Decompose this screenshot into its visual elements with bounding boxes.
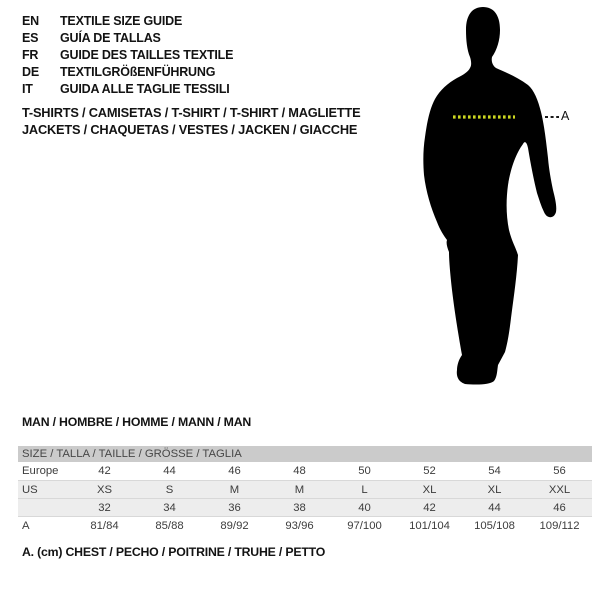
size-cell: 46 — [228, 465, 241, 477]
category-jackets: JACKETS / CHAQUETAS / VESTES / JACKEN / GIACCHE — [22, 122, 358, 137]
size-cell: M — [229, 484, 240, 496]
language-label: TEXTILGRÖßENFÜHRUNG — [60, 65, 216, 79]
language-row — [22, 30, 233, 47]
language-code: ES — [22, 31, 39, 45]
size-cell: 97/100 — [347, 520, 382, 532]
table-row-europe — [18, 462, 592, 480]
size-cell: 32 — [98, 502, 111, 514]
size-cell: 34 — [163, 502, 176, 514]
size-cell: 42 — [423, 502, 436, 514]
language-label: GUÍA DE TALLAS — [60, 31, 161, 45]
size-cell: XS — [96, 484, 113, 496]
size-table — [18, 446, 592, 534]
language-label: TEXTILE SIZE GUIDE — [60, 14, 183, 28]
language-code: DE — [22, 65, 39, 79]
category-list — [22, 104, 360, 138]
size-cell: L — [361, 484, 368, 496]
size-cell: 40 — [358, 502, 371, 514]
row-label: A — [22, 520, 30, 532]
measurement-footnote: A. (cm) CHEST / PECHO / POITRINE / TRUHE / PETTO — [22, 545, 326, 559]
size-cell: 93/96 — [285, 520, 314, 532]
size-cell: 44 — [488, 502, 501, 514]
size-cell: 101/104 — [409, 520, 450, 532]
size-cell: 89/92 — [220, 520, 249, 532]
size-cell: 85/88 — [155, 520, 184, 532]
row-label: Europe — [22, 465, 59, 477]
language-list — [22, 13, 233, 98]
size-cell: 38 — [293, 502, 306, 514]
size-cell: 46 — [553, 502, 566, 514]
language-code: FR — [22, 48, 39, 62]
size-cell: M — [294, 484, 305, 496]
size-cell: 50 — [358, 465, 371, 477]
size-cell: XXL — [548, 484, 571, 496]
language-row — [22, 81, 233, 98]
language-row — [22, 64, 233, 81]
measure-label-a: A — [561, 109, 570, 123]
size-cell: 52 — [423, 465, 436, 477]
size-cell: XL — [487, 484, 502, 496]
language-code: IT — [22, 82, 33, 96]
language-label: GUIDE DES TAILLES TEXTILE — [60, 48, 234, 62]
size-cell: 48 — [293, 465, 306, 477]
size-cell: 105/108 — [474, 520, 515, 532]
size-cell: 42 — [98, 465, 111, 477]
language-code: EN — [22, 14, 39, 28]
size-table-header: SIZE / TALLA / TAILLE / GRÖSSE / TAGLIA — [18, 446, 592, 462]
size-cell: 56 — [553, 465, 566, 477]
table-row-us — [18, 480, 592, 498]
size-cell: 44 — [163, 465, 176, 477]
size-cell: 54 — [488, 465, 501, 477]
language-row — [22, 47, 233, 64]
table-row-uk — [18, 498, 592, 516]
category-tshirts: T-SHIRTS / CAMISETAS / T-SHIRT / T-SHIRT / MAGLIETTE — [22, 105, 361, 120]
language-label: GUIDA ALLE TAGLIE TESSILI — [60, 82, 230, 96]
row-label — [18, 499, 72, 517]
man-silhouette — [423, 7, 556, 385]
table-row-chest-a — [18, 516, 592, 534]
size-cell: 36 — [228, 502, 241, 514]
language-row — [22, 13, 233, 30]
size-cell: XL — [422, 484, 437, 496]
size-cell: S — [165, 484, 174, 496]
size-cell: 109/112 — [539, 520, 580, 532]
size-cell: 81/84 — [90, 520, 119, 532]
row-label: US — [22, 484, 38, 496]
section-title: MAN / HOMBRE / HOMME / MANN / MAN — [22, 415, 252, 429]
man-figure — [395, 0, 600, 400]
